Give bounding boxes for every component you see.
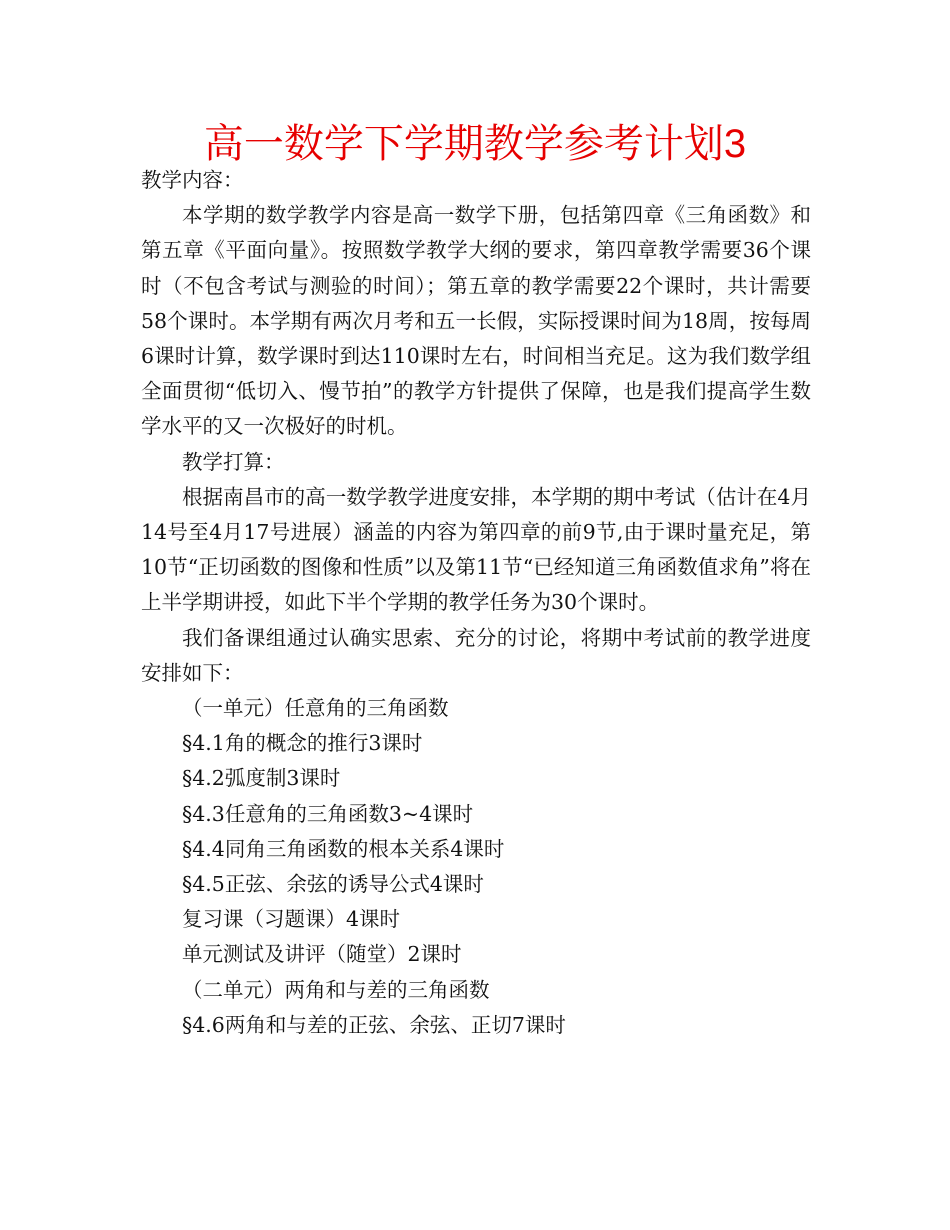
paragraph-content-description: 本学期的数学教学内容是高一数学下册，包括第四章《三角函数》和第五章《平面向量》。按照数学教学大纲的要求，第四章教学需要36个课时（不包含考试与测验的时间）；第五章的教学需要22个课时，共计需要58个课时。本学期有两次月考和五一长假，实际授课时间为18周，按每周6课时计算，数学课时到达110课时左右，时间相当充足。这为我们数学组全面贯彻“低切入、慢节拍”的教学方针提供了保障，也是我们提高学生数学水平的又一次极好的时机。 <box>141 203 811 439</box>
section-heading-content: 教学内容： <box>141 168 244 192</box>
schedule-unit-1: （一单元）任意角的三角函数 <box>182 696 449 721</box>
schedule-item: 复习课（习题课）4课时 <box>182 907 401 932</box>
schedule-unit-2: （二单元）两角和与差的三角函数 <box>182 977 490 1002</box>
schedule-item: 单元测试及讲评（随堂）2课时 <box>182 942 462 967</box>
paragraph-schedule-intro: 我们备课组通过认确实思索、充分的讨论，将期中考试前的教学进度安排如下： <box>141 625 811 685</box>
section-heading-plan: 教学打算： <box>182 449 285 474</box>
schedule-item: §4.5正弦、余弦的诱导公式4课时 <box>182 872 484 897</box>
paragraph-plan-description: 根据南昌市的高一数学教学进度安排，本学期的期中考试（估计在4月14号至4月17号进展）涵盖的内容为第四章的前9节,由于课时量充足，第10节“正切函数的图像和性质”以及第11节“已经知道三角函数值求角”将在上半学期讲授，如此下半个学期的教学任务为30个课时。 <box>141 484 811 615</box>
schedule-item: §4.2弧度制3课时 <box>182 766 341 791</box>
schedule-item: §4.3任意角的三角函数3~4课时 <box>182 801 474 826</box>
document-title: 高一数学下学期教学参考计划3 <box>203 122 747 166</box>
schedule-item: §4.1角的概念的推行3课时 <box>182 731 423 756</box>
schedule-item: §4.6两角和与差的正弦、余弦、正切7课时 <box>182 1012 566 1037</box>
schedule-item: §4.4同角三角函数的根本关系4课时 <box>182 836 505 861</box>
document-body <box>141 163 811 1043</box>
